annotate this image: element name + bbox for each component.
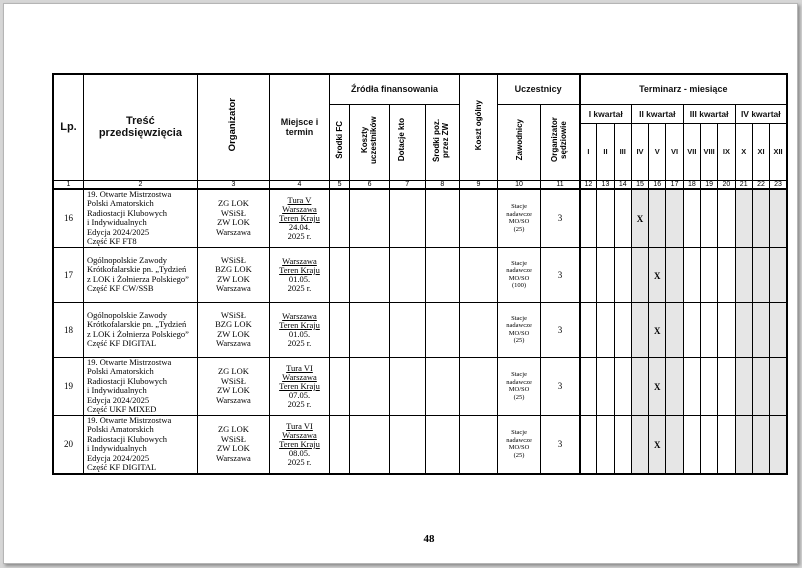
month-cell-6 [666,357,683,415]
month-cell-3 [614,247,631,302]
header-month-1: I [580,124,597,180]
row-lp: 19 [53,357,83,415]
month-cell-10 [735,247,752,302]
miejsce-line: Tura VI [286,420,313,431]
header-organizator [197,74,269,180]
tresc-line: Ogólnopolskie Zawody [86,254,168,265]
month-cell-7 [683,415,700,474]
month-cell-2 [597,415,614,474]
month-cell-1 [580,357,597,415]
row-zawodnicy [497,357,541,415]
empty-finance-cell [425,302,460,357]
row-lp: 20 [53,415,83,474]
month-cell-9 [718,357,735,415]
header-koszty-uczestnikow-label: Koszty uczestników [359,115,378,164]
organizator-line: ZW LOK [217,385,250,395]
organizator-line: BZG LOK [215,319,252,329]
miejsce-line: 01.05. [288,273,311,284]
month-cell-3 [614,302,631,357]
month-cell-6 [666,247,683,302]
month-cell-1 [580,415,597,474]
miejsce-line: 01.05. [288,328,311,339]
organizator-line: WSiSŁ [220,433,246,444]
tresc-line: 19. Otwarte Mistrzostwa [86,357,172,367]
column-number: 23 [770,180,787,189]
empty-finance-cell [389,357,425,415]
column-number: 12 [580,180,597,189]
column-number: 7 [389,180,425,189]
month-cell-5 [649,247,666,302]
table-header [53,74,787,189]
row-sedziowie: 3 [541,247,580,302]
empty-finance-cell [389,415,425,474]
miejsce-line: Teren Kraju [279,380,320,391]
month-cell-5 [649,415,666,474]
schedule-mark: X [654,440,661,450]
zawodnicy-line: MO/SO [508,274,530,282]
header-terminarz: Terminarz - miesiące [580,74,787,104]
zawodnicy-line: nadawcze [506,378,532,386]
zawodnicy-line: Stacje [511,259,527,267]
miejsce-line: 2025 r. [287,398,312,409]
row-organizator [197,189,269,248]
header-lp: Lp. [53,74,83,180]
month-cell-12 [770,247,787,302]
row-organizator [197,302,269,357]
month-cell-11 [752,247,769,302]
column-number: 4 [270,180,330,189]
miejsce-line: Teren Kraju [279,319,320,330]
empty-finance-cell [329,357,349,415]
tresc-line: Krótkofalarskie pn. „Tydzień [86,264,187,274]
zawodnicy-line: MO/SO [508,329,530,337]
column-number: 11 [541,180,580,189]
zawodnicy-line: (25) [513,225,525,233]
miejsce-line: 2025 r. [287,282,312,293]
header-srodki-zw-label: Środki poz. przez ZW [432,117,451,162]
column-number: 17 [666,180,683,189]
zawodnicy-line: (25) [513,393,525,401]
month-cell-9 [718,189,735,248]
miejsce-line: 2025 r. [287,337,312,348]
month-cell-7 [683,189,700,248]
month-cell-2 [597,302,614,357]
tresc-line: Polski Amatorskich [86,424,154,434]
empty-finance-cell [329,189,349,248]
month-cell-1 [580,247,597,302]
header-srodki-fc [329,104,349,180]
month-cell-12 [770,415,787,474]
row-sedziowie: 3 [541,415,580,474]
row-zawodnicy [497,247,541,302]
zawodnicy-line: nadawcze [506,436,532,444]
month-cell-3 [614,357,631,415]
organizator-line: Warszawa [216,338,251,348]
empty-finance-cell [425,247,460,302]
zawodnicy-line: (100) [512,282,527,289]
empty-finance-cell [425,357,460,415]
month-cell-3 [614,189,631,248]
column-number: 19 [701,180,718,189]
column-number: 18 [683,180,700,189]
empty-finance-cell [329,247,349,302]
tresc-line: i Indywidualnych [86,217,147,227]
organizator-line: ZW LOK [217,443,250,453]
empty-finance-cell [389,302,425,357]
schedule-mark: X [654,325,661,336]
empty-finance-cell [329,302,349,357]
column-number: 20 [718,180,735,189]
row-miejsce [270,415,330,474]
tresc-line: Radiostacji Klubowych [86,375,168,386]
month-cell-10 [735,189,752,248]
row-sedziowie: 3 [541,357,580,415]
header-quarter-3: III kwartał [683,104,735,124]
organizator-line: Warszawa [216,452,251,463]
month-cell-6 [666,189,683,248]
month-cell-4 [631,302,648,357]
tresc-line: Część KF FT8 [86,236,137,246]
miejsce-line: Teren Kraju [279,438,320,449]
miejsce-line: Teren Kraju [279,264,320,275]
header-srodki-fc-label: Środki FC [335,120,345,159]
header-sedziowie-label: Organizator sędziowie [549,117,568,162]
tresc-line: Edycja 2024/2025 [86,394,150,405]
row-miejsce [270,357,330,415]
month-cell-11 [752,357,769,415]
tresc-line: i Indywidualnych [86,443,147,453]
header-zrodla: Źródła finansowania [329,74,459,104]
row-organizator [197,415,269,474]
row-zawodnicy [497,302,541,357]
miejsce-line: Warszawa [282,429,317,440]
month-cell-10 [735,357,752,415]
header-koszty-uczestnikow [350,104,390,180]
zawodnicy-line: Stacje [511,314,527,322]
empty-finance-cell [460,189,498,248]
organizator-line: ZW LOK [217,328,250,339]
header-month-4: IV [631,124,648,180]
empty-finance-cell [350,189,390,248]
tresc-line: i Indywidualnych [86,385,147,395]
month-cell-7 [683,357,700,415]
header-quarter-4: IV kwartał [735,104,787,124]
tresc-line: Polski Amatorskich [86,198,154,208]
empty-finance-cell [425,189,460,248]
organizator-line: WSiSŁ [220,254,246,265]
row-tresc [83,247,197,302]
empty-finance-cell [460,357,498,415]
column-number: 6 [350,180,390,189]
month-cell-1 [580,189,597,248]
header-month-6: VI [666,124,683,180]
month-cell-2 [597,357,614,415]
header-srodki-zw [425,104,460,180]
empty-finance-cell [460,302,498,357]
header-uczestnicy: Uczestnicy [497,74,579,104]
empty-finance-cell [460,247,498,302]
header-month-9: IX [718,124,735,180]
row-zawodnicy [497,189,541,248]
tresc-line: Krótkofalarskie pn. „Tydzień [86,319,187,329]
zawodnicy-line: nadawcze [506,267,532,274]
row-tresc [83,357,197,415]
zawodnicy-line: nadawcze [506,322,532,329]
row-organizator [197,357,269,415]
month-cell-8 [701,247,718,302]
empty-finance-cell [389,247,425,302]
header-sedziowie [541,104,580,180]
empty-finance-cell [350,357,390,415]
organizator-line: Warszawa [216,283,251,293]
month-cell-11 [752,189,769,248]
row-sedziowie: 3 [541,302,580,357]
month-cell-8 [701,302,718,357]
month-cell-12 [770,302,787,357]
row-tresc [83,415,197,474]
miejsce-line: Tura VI [286,362,313,373]
column-number: 22 [752,180,769,189]
header-quarter-1: I kwartał [580,104,632,124]
month-cell-7 [683,247,700,302]
tresc-line: Ogólnopolskie Zawody [86,309,168,320]
row-organizator [197,247,269,302]
miejsce-line: Warszawa [282,203,317,214]
row-lp: 16 [53,189,83,248]
tresc-line: Część KF CW/SSB [86,283,154,293]
zawodnicy-line: (25) [513,451,525,459]
row-zawodnicy [497,415,541,474]
organizator-line: WSiSŁ [220,207,246,218]
tresc-line: 19. Otwarte Mistrzostwa [86,188,172,199]
organizator-line: BZG LOK [215,264,252,274]
zawodnicy-line: nadawcze [506,210,532,218]
column-number: 16 [649,180,666,189]
row-lp: 18 [53,302,83,357]
header-dotacje-label: Dotacje kto [397,117,407,162]
header-tresc: Treść przedsięwzięcia [83,74,197,180]
empty-finance-cell [425,415,460,474]
month-cell-4 [631,357,648,415]
month-cell-9 [718,415,735,474]
header-koszt [460,74,498,180]
organizator-line: Warszawa [216,394,251,405]
zawodnicy-line: Stacje [511,371,527,378]
organizator-line: Warszawa [216,226,251,237]
zawodnicy-line: MO/SO [508,386,530,393]
header-month-7: VII [683,124,700,180]
zawodnicy-line: MO/SO [508,444,530,451]
tresc-line: Część UKF MIXED [86,404,157,414]
month-cell-8 [701,415,718,474]
row-tresc [83,302,197,357]
miejsce-line: Warszawa [282,371,317,382]
header-zawodnicy [497,104,541,180]
miejsce-line: 24.04. [288,221,311,232]
tresc-line: Część KF DIGITAL [86,462,157,472]
row-miejsce [270,247,330,302]
month-cell-4 [631,247,648,302]
column-number: 9 [460,180,498,189]
row-lp: 17 [53,247,83,302]
miejsce-line: 08.05. [288,447,311,458]
tresc-line: Radiostacji Klubowych [86,433,168,444]
table-row [53,247,787,302]
month-cell-10 [735,415,752,474]
schedule-mark: X [636,214,644,224]
month-cell-12 [770,357,787,415]
miejsce-line: Teren Kraju [279,212,320,223]
column-number: 13 [597,180,614,189]
column-number: 15 [631,180,648,189]
organizator-line: ZG LOK [217,424,249,434]
header-month-8: VIII [701,124,718,180]
table-row [53,189,787,248]
header-month-10: X [735,124,752,180]
tresc-line: z LOK i Żołnierza Polskiego” [86,328,189,339]
zawodnicy-line: (25) [513,337,525,344]
miejsce-line: 2025 r. [287,456,312,467]
month-cell-2 [597,189,614,248]
empty-finance-cell [329,415,349,474]
row-tresc [83,189,197,248]
tresc-line: Polski Amatorskich [86,366,154,376]
month-cell-12 [770,189,787,248]
column-number: 3 [197,180,269,189]
table-row [53,302,787,357]
tresc-line: Edycja 2024/2025 [86,452,150,463]
month-cell-3 [614,415,631,474]
tresc-line: z LOK i Żołnierza Polskiego” [86,273,189,284]
schedule-mark: X [654,270,661,281]
zawodnicy-line: Stacje [511,203,527,210]
month-cell-6 [666,415,683,474]
schedule-mark: X [654,382,661,392]
month-cell-4 [631,189,648,248]
month-cell-11 [752,302,769,357]
column-number: 1 [53,180,83,189]
empty-finance-cell [350,415,390,474]
month-cell-7 [683,302,700,357]
month-cell-10 [735,302,752,357]
tresc-line: 19. Otwarte Mistrzostwa [86,415,172,425]
empty-finance-cell [350,302,390,357]
month-cell-11 [752,415,769,474]
column-number: 5 [329,180,349,189]
header-quarter-2: II kwartał [631,104,683,124]
header-month-2: II [597,124,614,180]
month-cell-6 [666,302,683,357]
empty-finance-cell [389,189,425,248]
table-row [53,415,787,474]
row-miejsce [270,189,330,248]
document-page [3,3,798,564]
empty-finance-cell [350,247,390,302]
header-koszt-label: Koszt ogólny [473,99,483,150]
organizator-line: ZG LOK [217,366,249,376]
month-cell-2 [597,247,614,302]
tresc-line: Edycja 2024/2025 [86,226,150,237]
column-number: 8 [425,180,460,189]
organizator-line: WSiSŁ [220,309,246,320]
tresc-line: Część KF DIGITAL [86,338,157,348]
header-month-3: III [614,124,631,180]
month-cell-5 [649,302,666,357]
row-miejsce [270,302,330,357]
organizator-line: ZW LOK [217,217,250,227]
column-number: 14 [614,180,631,189]
table-body [53,189,787,474]
header-month-12: XII [770,124,787,180]
miejsce-line: Warszawa [282,255,317,266]
month-cell-1 [580,302,597,357]
row-sedziowie: 3 [541,189,580,248]
column-number: 2 [83,180,197,189]
month-cell-8 [701,189,718,248]
miejsce-line: 07.05. [288,389,311,400]
column-number: 10 [497,180,541,189]
month-cell-4 [631,415,648,474]
table-row [53,357,787,415]
zawodnicy-line: MO/SO [508,218,530,225]
miejsce-line: Tura V [287,194,312,205]
header-organizator-label: Organizator [227,98,239,152]
month-cell-9 [718,302,735,357]
page-number: 48 [423,533,435,545]
column-number: 21 [735,180,752,189]
month-cell-5 [649,357,666,415]
empty-finance-cell [460,415,498,474]
month-cell-9 [718,247,735,302]
zawodnicy-line: Stacje [511,429,527,436]
header-zawodnicy-label: Zawodnicy [514,118,524,161]
miejsce-line: 2025 r. [287,230,312,241]
organizator-line: ZW LOK [217,273,250,284]
header-month-5: V [649,124,666,180]
header-month-11: XI [752,124,769,180]
header-dotacje [389,104,425,180]
tresc-line: Radiostacji Klubowych [86,207,168,218]
schedule-table [52,73,788,475]
header-miejsce: Miejsce i termin [270,74,330,180]
miejsce-line: Warszawa [282,310,317,321]
organizator-line: ZG LOK [217,198,249,208]
month-cell-8 [701,357,718,415]
month-cell-5 [649,189,666,248]
organizator-line: WSiSŁ [220,375,246,386]
